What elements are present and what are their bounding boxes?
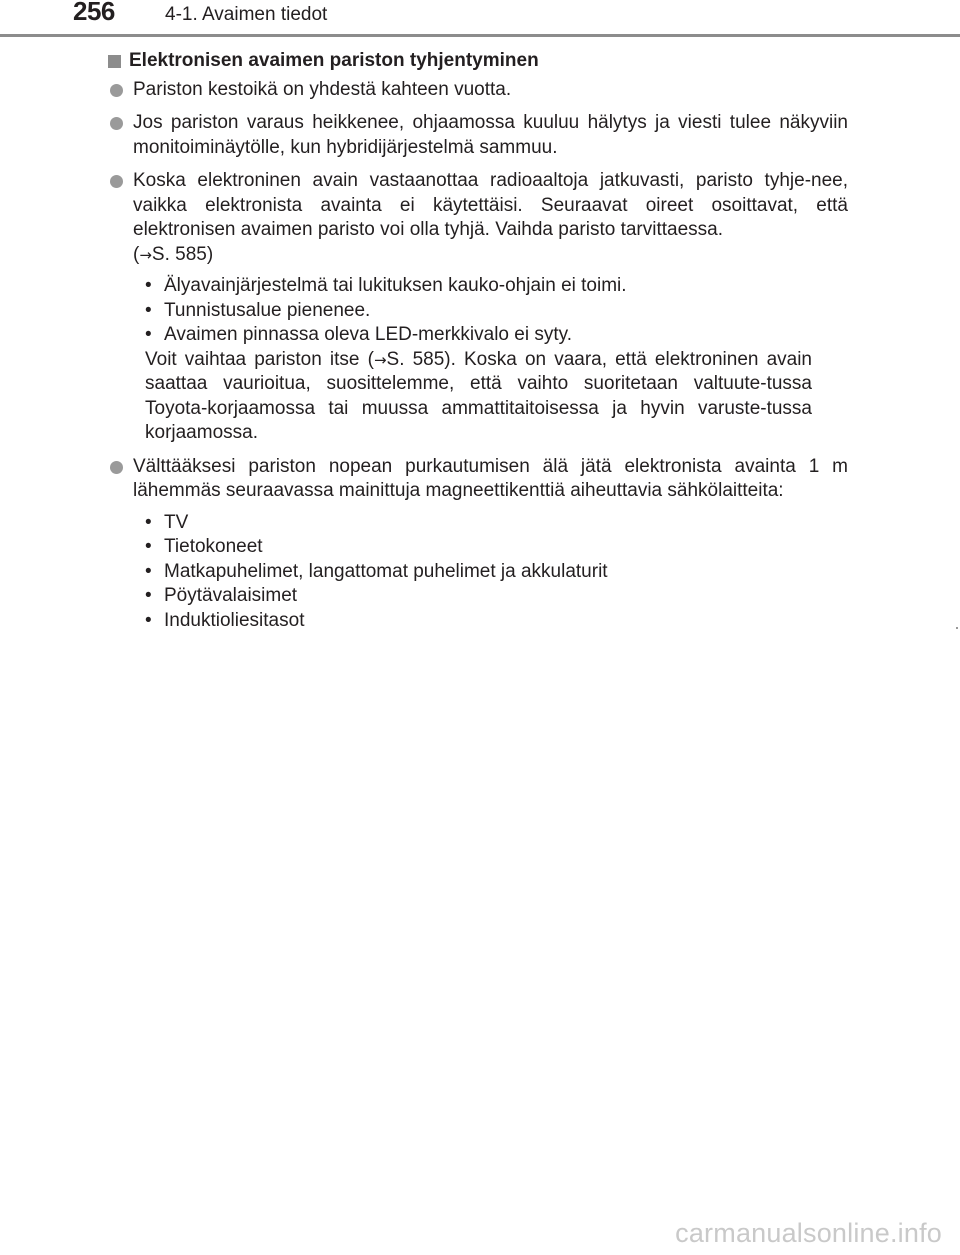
list-item: • Pöytävalaisimet	[145, 585, 298, 606]
symptom-list	[108, 274, 848, 348]
chapter-title: 4-1. Avaimen tiedot	[165, 4, 328, 25]
paragraph-battery-life: Pariston kestoikä on yhdestä kahteen vuotta.	[108, 78, 848, 103]
paragraph-radio-waves: Koska elektroninen avain vastaanottaa radioaaltoja jatkuvasti, paristo tyhje-nee, vaikka elektronista avainta ei käytettäisi. Seuraavat oireet osoittavat, että elektronisen avaimen paristo voi olla tyhjä. Vaihda paristo tarvittaessa. (→S. 585)	[108, 169, 848, 267]
section-content	[108, 49, 848, 641]
paragraph-low-battery-warning: Jos pariston varaus heikkenee, ohjaamossa kuuluu hälytys ja viesti tulee näkyviin monitoiminäytölle, kun hybridijärjestelmä sammuu.	[108, 111, 848, 160]
paragraph-magnetic-fields: Välttääksesi pariston nopean purkautumisen älä jätä elektronista avainta 1 m lähemmäs seuraavassa mainittuja magneettikenttiä aiheuttavia sähkölaitteita:	[108, 455, 848, 504]
list-item: • TV	[145, 511, 189, 533]
circle-bullet-icon	[110, 175, 123, 188]
margin-mark	[956, 627, 958, 629]
device-list	[108, 511, 848, 634]
list-item: • Matkapuhelimet, langattomat puhelimet ja akkulaturit	[145, 560, 608, 582]
watermark: carmanualsonline.info	[675, 1218, 942, 1248]
header-rule	[0, 34, 960, 37]
list-item: • Avaimen pinnassa oleva LED-merkkivalo ei syty.	[145, 324, 572, 345]
arrow-icon: →	[373, 350, 387, 369]
page-header	[0, 0, 960, 40]
arrow-icon: →	[139, 245, 152, 264]
list-item: • Induktioliesitasot	[145, 609, 305, 631]
replacement-note: Voit vaihtaa pariston itse (→S. 585). Koska on vaara, että elektroninen avain saattaa vaurioitua, suosittelemme, että vaihto suoritetaan valtuute-tussa Toyota-korjaamossa tai muussa ammattitaitoisessa ja hyvin varuste-tussa korjaamossa.	[145, 348, 812, 443]
section-title-text: Elektronisen avaimen pariston tyhjentyminen	[129, 50, 539, 71]
list-item: • Tietokoneet	[145, 536, 263, 557]
page-reference: S. 585)	[151, 243, 214, 265]
section-heading	[108, 49, 848, 74]
circle-bullet-icon	[110, 84, 123, 97]
square-bullet-icon	[108, 55, 121, 68]
circle-bullet-icon	[110, 461, 123, 474]
list-item: • Tunnistusalue pienenee.	[145, 299, 371, 321]
list-item: • Älyavainjärjestelmä tai lukituksen kauko-ohjain ei toimi.	[145, 275, 627, 296]
circle-bullet-icon	[110, 117, 123, 130]
page-number: 256	[73, 0, 115, 26]
